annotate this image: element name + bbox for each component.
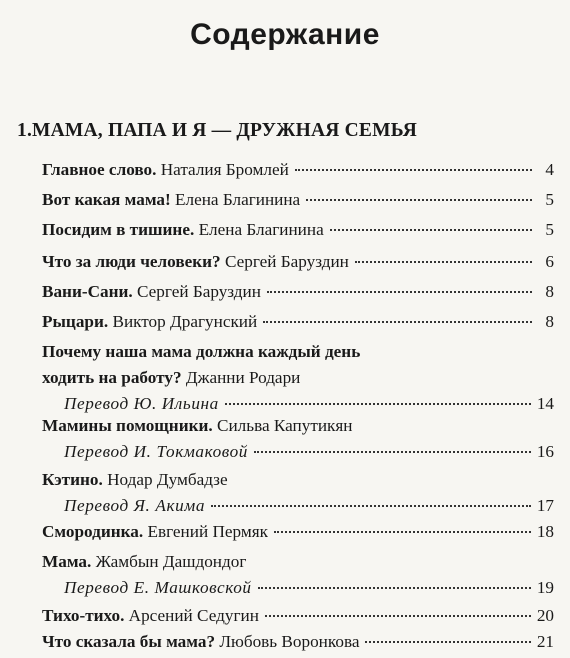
section-heading: 1.МАМА, ПАПА И Я — ДРУЖНАЯ СЕМЬЯ bbox=[17, 120, 418, 141]
work-title: Тихо-тихо. bbox=[42, 606, 125, 625]
translator: Перевод Е. Машковской bbox=[64, 578, 252, 597]
work-title: Что за люди человеки? bbox=[42, 252, 221, 271]
leader-dots bbox=[265, 615, 531, 617]
toc-entry bbox=[42, 160, 554, 186]
work-title-continued: ходить на работу? bbox=[42, 368, 182, 387]
page-number: 21 bbox=[536, 632, 554, 651]
author-name: Джанни Родари bbox=[185, 368, 301, 387]
toc-entry bbox=[42, 342, 554, 420]
work-title: Посидим в тишине. bbox=[42, 220, 195, 239]
author-name: Наталия Бромлей bbox=[160, 160, 289, 179]
page-number: 8 bbox=[545, 312, 554, 331]
page-number: 8 bbox=[545, 282, 554, 301]
work-title: Рыцари. bbox=[42, 312, 109, 331]
leader-dots bbox=[355, 261, 532, 263]
toc-entry bbox=[42, 312, 554, 338]
page-number: 5 bbox=[545, 190, 554, 209]
page-number: 20 bbox=[536, 606, 554, 625]
work-title: Вани-Сани. bbox=[42, 282, 133, 301]
author-name: Жамбын Дашдондог bbox=[95, 552, 247, 571]
translator: Перевод Ю. Ильина bbox=[64, 394, 219, 413]
work-title: Что сказала бы мама? bbox=[42, 632, 216, 651]
toc-entry bbox=[42, 190, 554, 216]
author-name: Елена Благинина bbox=[198, 220, 324, 239]
work-title: Мама. bbox=[42, 552, 92, 571]
work-title: Смородинка. bbox=[42, 522, 144, 541]
toc-entry bbox=[42, 282, 554, 308]
leader-dots bbox=[263, 321, 532, 323]
leader-dots bbox=[365, 641, 530, 643]
toc-entry bbox=[42, 552, 554, 604]
toc-entry bbox=[42, 416, 554, 468]
translator: Перевод И. Токмаковой bbox=[64, 442, 248, 461]
work-title: Мамины помощники. bbox=[42, 416, 213, 435]
author-name: Арсений Седугин bbox=[128, 606, 259, 625]
page-number: 14 bbox=[536, 394, 554, 413]
toc-entry bbox=[42, 606, 554, 632]
author-name: Любовь Воронкова bbox=[219, 632, 360, 651]
author-name: Евгений Пермяк bbox=[147, 522, 268, 541]
author-name: Нодар Думбадзе bbox=[107, 470, 228, 489]
toc-entry bbox=[42, 632, 554, 658]
toc-entry bbox=[42, 252, 554, 278]
toc-entry bbox=[42, 220, 554, 246]
page-number: 5 bbox=[545, 220, 554, 239]
page-title: Содержание bbox=[190, 18, 380, 51]
page-number: 17 bbox=[536, 496, 554, 515]
leader-dots bbox=[258, 587, 531, 589]
page-number: 4 bbox=[545, 160, 554, 179]
author-name: Сергей Баруздин bbox=[224, 252, 349, 271]
page-number: 19 bbox=[536, 578, 554, 597]
work-title: Главное слово. bbox=[42, 160, 157, 179]
page-number: 6 bbox=[545, 252, 554, 271]
leader-dots bbox=[274, 531, 531, 533]
leader-dots bbox=[254, 451, 531, 453]
author-name: Сильва Капутикян bbox=[217, 416, 353, 435]
author-name: Виктор Драгунский bbox=[112, 312, 258, 331]
work-title: Вот какая мама! bbox=[42, 190, 171, 209]
work-title: Почему наша мама должна каждый день bbox=[42, 342, 361, 361]
page-number: 18 bbox=[536, 522, 554, 541]
author-name: Елена Благинина bbox=[175, 190, 301, 209]
author-name: Сергей Баруздин bbox=[137, 282, 261, 301]
leader-dots bbox=[306, 199, 532, 201]
leader-dots bbox=[267, 291, 532, 293]
leader-dots bbox=[330, 229, 532, 231]
toc-entry bbox=[42, 522, 554, 548]
work-title: Кэтино. bbox=[42, 470, 103, 489]
leader-dots bbox=[295, 169, 532, 171]
leader-dots bbox=[225, 403, 531, 405]
leader-dots bbox=[211, 505, 531, 507]
toc-entry bbox=[42, 470, 554, 522]
page-number: 16 bbox=[536, 442, 554, 461]
translator: Перевод Я. Акима bbox=[64, 496, 206, 515]
